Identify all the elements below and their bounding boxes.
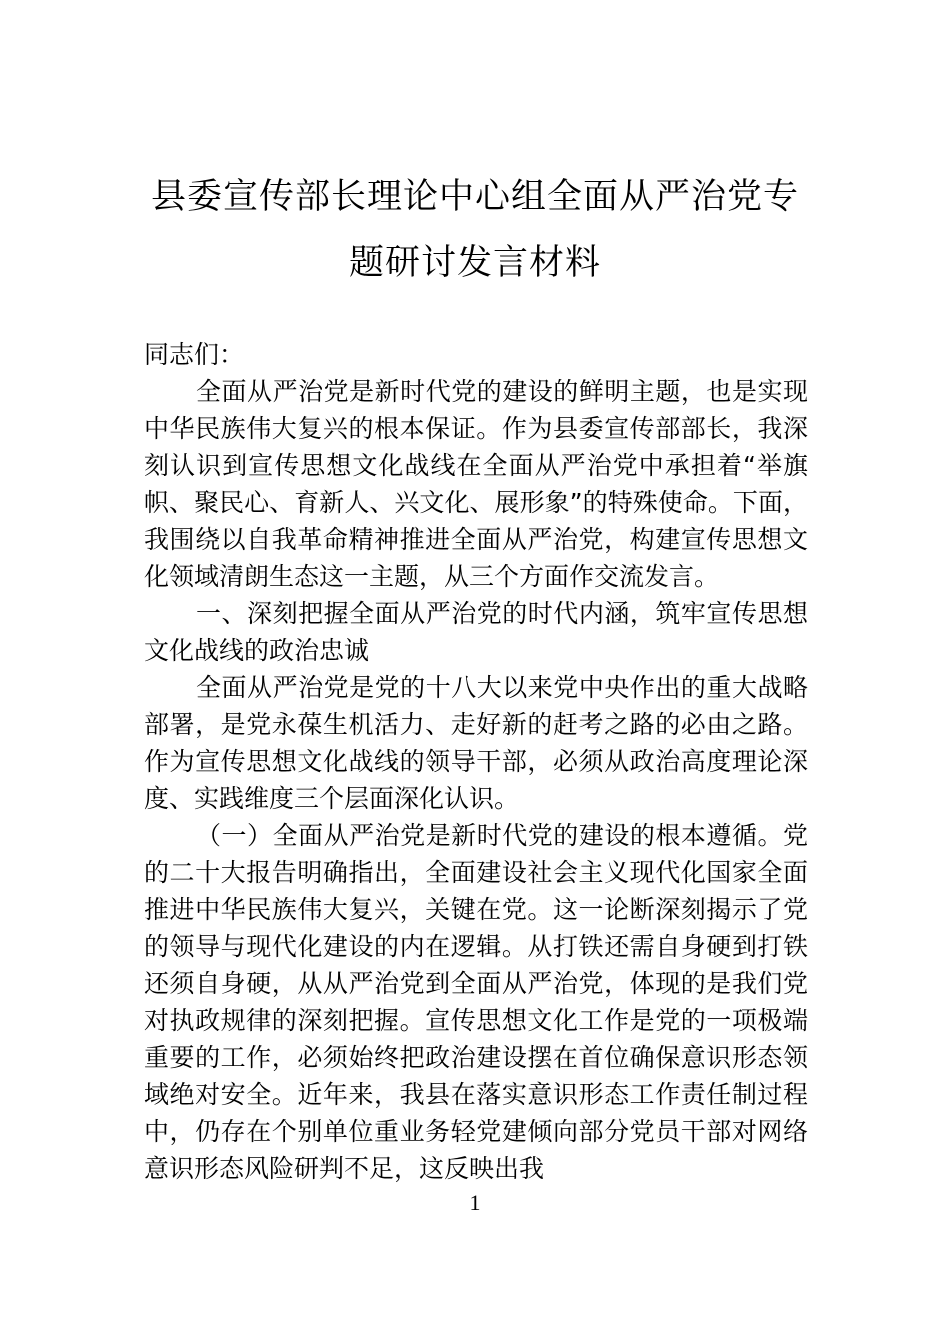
- document-body: [144, 336, 808, 1187]
- paragraph-intro: 全面从严治党是新时代党的建设的鲜明主题，也是实现中华民族伟大复兴的根本保证。作为县委宣传部部长，我深刻认识到宣传思想文化战线在全面从严治党中承担着“举旗帜、聚民心、育新人、兴文化、展形象”的特殊使命。下面，我围绕以自我革命精神推进全面从严治党，构建宣传思想文化领域清朗生态这一主题，从三个方面作交流发言。: [144, 377, 808, 591]
- title-line-1: 县委宣传部长理论中心组全面从严治党专: [150, 177, 799, 217]
- paragraph-subsection-1: （一）全面从严治党是新时代党的建设的根本遵循。党的二十大报告明确指出，全面建设社会主义现代化国家全面推进中华民族伟大复兴，关键在党。这一论断深刻揭示了党的领导与现代化建设的内在逻辑。从打铁还需自身硬到打铁还须自身硬，从从严治党到全面从严治党，体现的是我们党对执政规律的深刻把握。宣传思想文化工作是党的一项极端重要的工作，必须始终把政治建设摆在首位确保意识形态领域绝对安全。近年来，我县在落实意识形态工作责任制过程中，仍存在个别单位重业务轻党建倾向部分党员干部对网络意识形态风险研判不足，这反映出我: [144, 821, 808, 1183]
- section-heading-1: 一、深刻把握全面从严治党的时代内涵，筑牢宣传思想文化战线的政治忠诚: [144, 599, 808, 665]
- page-number: 1: [469, 1190, 481, 1215]
- paragraph-section-1: 全面从严治党是党的十八大以来党中央作出的重大战略部署，是党永葆生机活力、走好新的赶考之路的必由之路。作为宣传思想文化战线的领导干部，必须从政治高度理论深度、实践维度三个层面深化认识。: [144, 673, 808, 813]
- title-line-2: 题研讨发言材料: [348, 243, 601, 283]
- document-title: [140, 164, 810, 296]
- salutation: 同志们：: [144, 340, 245, 369]
